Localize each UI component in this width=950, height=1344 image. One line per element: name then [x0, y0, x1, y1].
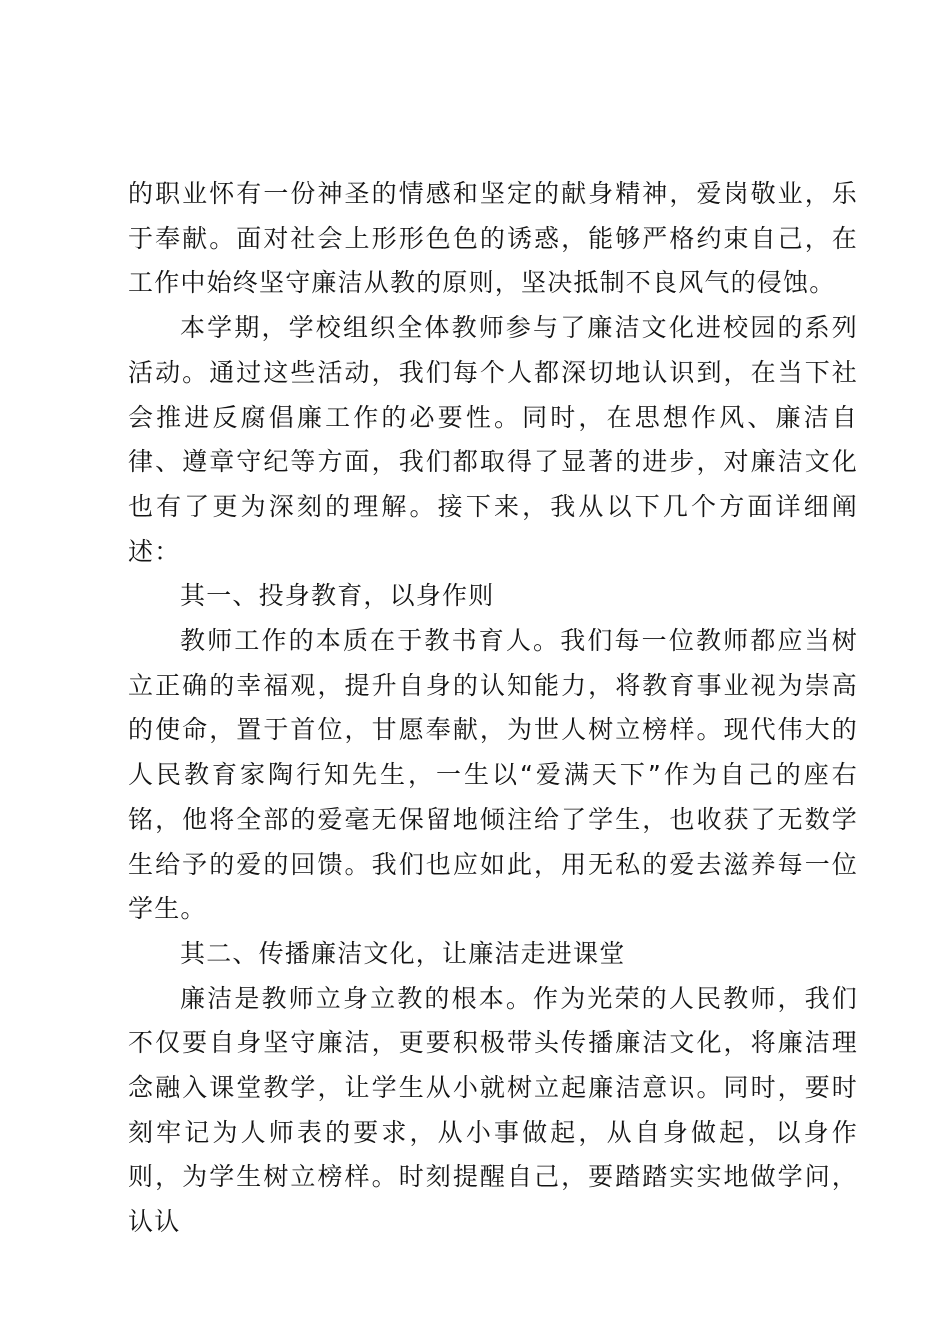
- section-heading-2: 其二、传播廉洁文化，让廉洁走进课堂: [180, 938, 626, 968]
- section-heading-1: 其一、投身教育，以身作则: [180, 581, 495, 611]
- document-body: [128, 172, 858, 1245]
- body-paragraph-activities: 本学期，学校组织全体教师参与了廉洁文化进校园的系列活动。通过这些活动，我们每个人都深切地认识到，在当下社会推进反腐倡廉工作的必要性。同时，在思想作风、廉洁自律、遵章守纪等方面，我们都取得了显著的进步，对廉洁文化也有了更为深刻的理解。接下来，我从以下几个方面详细阐述：: [128, 313, 858, 566]
- body-paragraph-integrity: 廉洁是教师立身立教的根本。作为光荣的人民教师，我们不仅要自身坚守廉洁，更要积极带头传播廉洁文化，将廉洁理念融入课堂教学，让学生从小就树立起廉洁意识。同时，要时刻牢记为人师表的要求，从小事做起，从自身做起，以身作则，为学生树立榜样。时刻提醒自己，要踏踏实实地做学问，认认: [128, 983, 858, 1237]
- body-paragraph-continued: 的职业怀有一份神圣的情感和坚定的献身精神，爱岗敬业，乐于奉献。面对社会上形形色色的诱惑，能够严格约束自己，在工作中始终坚守廉洁从教的原则，坚决抵制不良风气的侵蚀。: [128, 179, 858, 298]
- body-paragraph-education: 教师工作的本质在于教书育人。我们每一位教师都应当树立正确的幸福观，提升自身的认知能力，将教育事业视为崇高的使命，置于首位，甘愿奉献，为世人树立榜样。现代伟大的人民教育家陶行知先生，一生以“爱满天下”作为自己的座右铭，他将全部的爱毫无保留地倾注给了学生，也收获了无数学生给予的爱的回馈。我们也应如此，用无私的爱去滋养每一位学生。: [128, 626, 858, 924]
